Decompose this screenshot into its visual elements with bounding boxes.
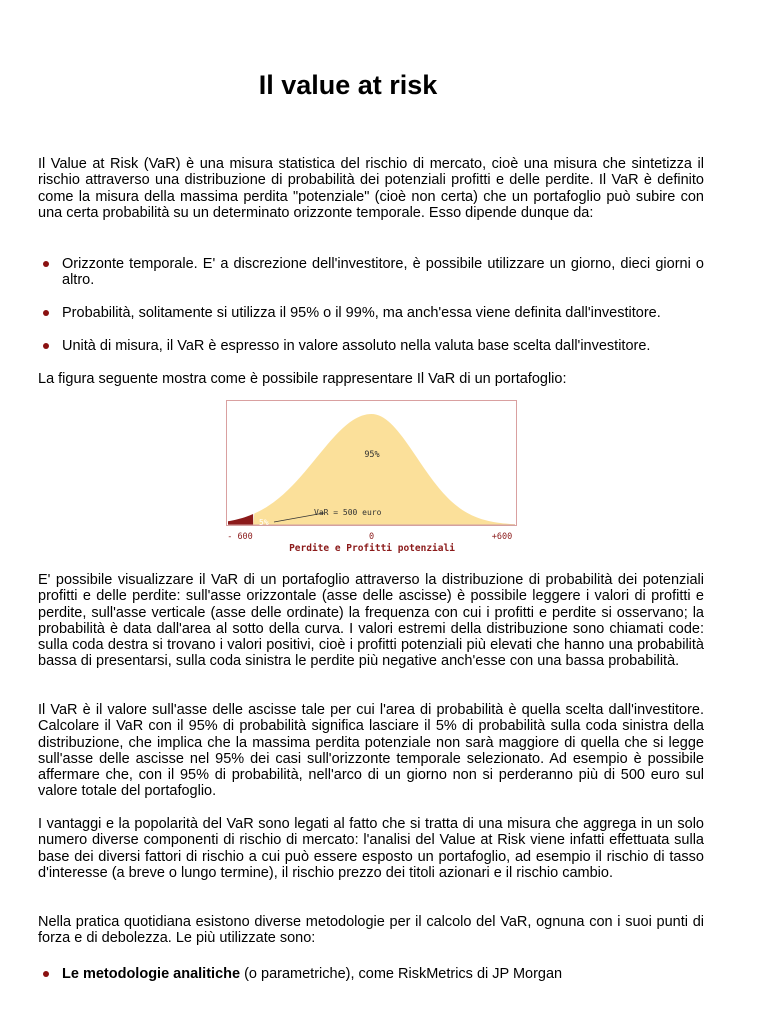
- figure-intro: La figura seguente mostra come è possibile rappresentare Il VaR di un portafoglio:: [38, 371, 567, 387]
- x-tick-label: - 600: [227, 532, 253, 542]
- bullet-icon: [43, 261, 49, 267]
- x-tick-label: +600: [491, 532, 513, 542]
- paragraph-advantages: I vantaggi e la popolarità del VaR sono legati al fatto che si tratta di una misura che aggrega in un solo numero diverse componenti di rischio di mercato: l'analisi del Value at Risk viene infatti effettuata sulla base dei diversi fattori di rischio a cui può essere esposto un portafoglio, ad esempio il rischio di tasso d'interesse (a breve o lungo termine), il rischio prezzo dei titoli azionari e il rischio cambio.: [38, 816, 704, 881]
- list-item: [38, 305, 704, 321]
- x-tick-label: 0: [368, 532, 375, 542]
- var-label: VaR = 500 euro: [314, 508, 382, 517]
- tail-area-label: 5%: [259, 518, 269, 527]
- paragraph-methods: Nella pratica quotidiana esistono diverse metodologie per il calcolo del VaR, ognuna con i suoi punti di forza e di debolezza. Le più utilizzate sono:: [38, 914, 704, 947]
- page-title: Il value at risk: [258, 70, 438, 100]
- list-item-strong: Le metodologie analitiche: [62, 966, 241, 982]
- list-item: [38, 966, 704, 982]
- list-item: [38, 256, 704, 289]
- list-item-text: Orizzonte temporale. E' a discrezione dell'investitore, è possibile utilizzare un giorno, dieci giorni o altro.: [62, 256, 704, 289]
- list-item-text: Probabilità, solitamente si utilizza il 95% o il 99%, ma anch'essa viene definita dall'investitore.: [62, 305, 661, 321]
- paragraph-visualization: E' possibile visualizzare il VaR di un portafoglio attraverso la distribuzione di probabilità dei potenziali profitti e delle perdite: sull'asse orizzontale (asse delle ascisse) è possibile leggere i valori di profitti e perdite, sull'asse verticale (asse delle ordinate) la frequenza con cui i profitti e perdite si osservano; la probabilità è data dall'area al sotto della curva. I valori estremi della distribuzione sono chiamati code: sulla coda destra si trovano i valori positivi, cioè i profitti potenziali più elevati che hanno una probabilità bassa di presentarsi, sulla coda sinistra le perdite più negative anch'esse con una bassa probabilità.: [38, 572, 704, 670]
- distribution-body-area: [253, 414, 515, 525]
- bullet-icon: [43, 343, 49, 349]
- paragraph-var-definition: Il VaR è il valore sull'asse delle ascisse tale per cui l'area di probabilità è quella scelta dall'investitore. Calcolare il VaR con il 95% di probabilità significa lasciare il 5% di probabilità sulla coda sinistra della distribuzione, che implica che la massima perdita potenziale non sarà maggiore di quella che si legge sull'asse delle ascisse nel 95% dei casi sull'orizzonte temporale selezionato. Ad esempio è possibile affermare che, con il 95% di probabilità, nell'arco di un giorno non si perderanno più di 500 euro sul valore totale del portafoglio.: [38, 702, 704, 800]
- bullet-icon: [43, 971, 49, 977]
- var-chart: [226, 400, 518, 558]
- list-item-text: Unità di misura, il VaR è espresso in valore assoluto nella valuta base scelta dall'investitore.: [62, 338, 651, 354]
- x-axis-label: Perdite e Profitti potenziali: [289, 543, 455, 554]
- distribution-tail-area: [228, 514, 253, 525]
- intro-paragraph: Il Value at Risk (VaR) è una misura statistica del rischio di mercato, cioè una misura che sintetizza il rischio attraverso una distribuzione di probabilità dei potenziali profitti e delle perdite. Il VaR è definito come la misura della massima perdita "potenziale" (cioè non certa) che un portafoglio può subire con una certa probabilità su un determinato orizzonte temporale. Esso dipende dunque da:: [38, 156, 704, 221]
- list-item: [38, 338, 704, 354]
- list-item-text: (o parametriche), come RiskMetrics di JP Morgan: [240, 966, 563, 982]
- var-chart-svg: [226, 400, 518, 558]
- central-area-label: 95%: [364, 450, 380, 460]
- bullet-icon: [43, 310, 49, 316]
